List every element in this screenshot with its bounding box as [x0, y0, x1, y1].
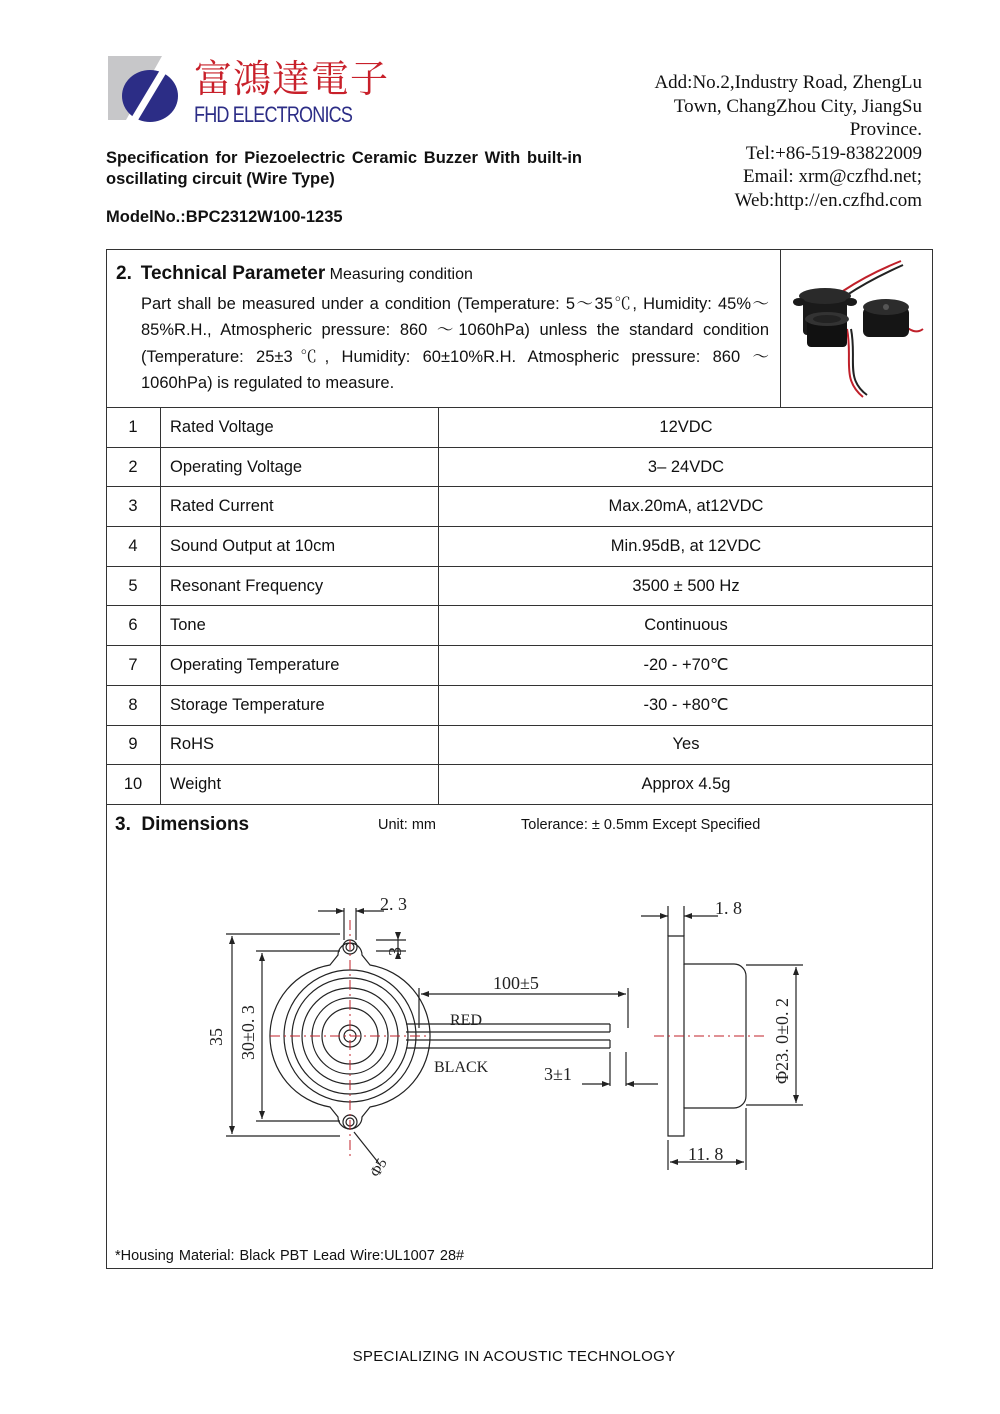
param-label: Sound Output at 10cm: [161, 527, 439, 567]
row-number: 8: [106, 685, 161, 725]
param-label: Resonant Frequency: [161, 566, 439, 606]
dim-phi5: Φ5: [367, 1156, 391, 1180]
param-value: 3– 24VDC: [439, 447, 934, 487]
model-number: ModelNo.:BPC2312W100-1235: [106, 208, 343, 226]
email-line: Email: xrm@czfhd.net;: [743, 166, 922, 187]
table-row: [106, 487, 933, 527]
table-row: [106, 527, 933, 567]
measuring-condition-text: Part shall be measured under a condition (Temperature: 5～35℃, Humidity: 45%～85%R.H., Atmospheric pressure: 860 ～1060hPa) unless the standard condition (Temperature: 25±3℃, Humidity: 60±10%R.H. Atmospheric pressure: 860 ～1060hPa) is regulated to measure.: [141, 295, 769, 392]
section-title: Technical Parameter: [140, 263, 326, 284]
row-number: 10: [106, 765, 161, 804]
dim-30: 30±0. 3: [238, 1005, 258, 1060]
section-number: 2.: [116, 263, 132, 284]
param-value: -30 - +80℃: [439, 685, 934, 725]
section-number: 3.: [115, 814, 131, 835]
dimensions-divider: [106, 804, 933, 805]
param-value: -20 - +70℃: [439, 646, 934, 686]
row-number: 3: [106, 487, 161, 527]
section-subtitle: Measuring condition: [329, 266, 473, 283]
param-value: Yes: [439, 725, 934, 765]
param-label: RoHS: [161, 725, 439, 765]
red-wire: [406, 1024, 610, 1032]
row-number: 9: [106, 725, 161, 765]
tolerance-label: Tolerance: ± 0.5mm Except Specified: [521, 817, 761, 833]
spec-title: Specification for Piezoelectric Ceramic Buzzer With built-in oscillating circuit (Wire Type): [106, 149, 582, 188]
table-row: [106, 765, 933, 804]
section-title: Dimensions: [141, 814, 250, 835]
dimension-drawing: [106, 860, 933, 1240]
technical-parameter-section: [106, 249, 781, 407]
row-number: 7: [106, 646, 161, 686]
logo-chinese-name: 富鴻達電子: [194, 57, 390, 101]
dim-35: 35: [206, 1028, 226, 1046]
row-number: 6: [106, 606, 161, 646]
param-value: 12VDC: [439, 408, 934, 448]
address-line: Town, ChangZhou City, JiangSu: [673, 95, 922, 117]
param-label: Weight: [161, 765, 439, 804]
dim-100: 100±5: [493, 973, 539, 993]
unit-label: Unit: mm: [378, 817, 436, 833]
param-value: Approx 4.5g: [439, 765, 934, 804]
dim-2-3: 2. 3: [380, 894, 407, 914]
address-line: Add:No.2,Industry Road, ZhengLu: [654, 72, 922, 93]
phone-line: Tel:+86-519-83822009: [745, 142, 922, 164]
table-row: [106, 566, 933, 606]
black-wire: [406, 1040, 610, 1048]
row-number: 4: [106, 527, 161, 567]
material-note: *Housing Material: Black PBT Lead Wire:UL1007 28#: [115, 1248, 465, 1264]
table-row: [106, 408, 933, 448]
dim-3: 3: [385, 947, 405, 956]
param-label: Rated Current: [161, 487, 439, 527]
logo-english-name: FHD ELECTRONICS: [194, 102, 353, 127]
dim-11-8: 11. 8: [688, 1144, 724, 1164]
dim-1-8: 1. 8: [715, 898, 742, 918]
table-row: [106, 685, 933, 725]
parameter-table: [106, 407, 933, 804]
param-value: 3500 ± 500 Hz: [439, 566, 934, 606]
param-label: Storage Temperature: [161, 685, 439, 725]
table-row: [106, 606, 933, 646]
row-number: 1: [106, 408, 161, 448]
param-label: Operating Voltage: [161, 447, 439, 487]
technical-parameter-heading: [116, 263, 473, 285]
wire-black-label: BLACK: [434, 1059, 489, 1076]
param-label: Operating Temperature: [161, 646, 439, 686]
address-line: Province.: [849, 119, 922, 140]
product-photo: [781, 249, 933, 407]
dimensions-heading: [115, 814, 249, 836]
dim-phi23: Φ23. 0±0. 2: [772, 997, 792, 1084]
wire-red-label: RED: [450, 1012, 482, 1029]
param-value: Continuous: [439, 606, 934, 646]
page-footer: SPECIALIZING IN ACOUSTIC TECHNOLOGY: [352, 1348, 676, 1365]
company-address: [654, 71, 922, 212]
param-value: Max.20mA, at12VDC: [439, 487, 934, 527]
row-number: 5: [106, 566, 161, 606]
dim-3-1: 3±1: [544, 1064, 572, 1084]
param-value: Min.95dB, at 12VDC: [439, 527, 934, 567]
param-label: Rated Voltage: [161, 408, 439, 448]
table-row: [106, 646, 933, 686]
table-row: [106, 725, 933, 765]
table-row: [106, 447, 933, 487]
row-number: 2: [106, 447, 161, 487]
param-label: Tone: [161, 606, 439, 646]
web-line: Web:http://en.czfhd.com: [734, 189, 922, 211]
